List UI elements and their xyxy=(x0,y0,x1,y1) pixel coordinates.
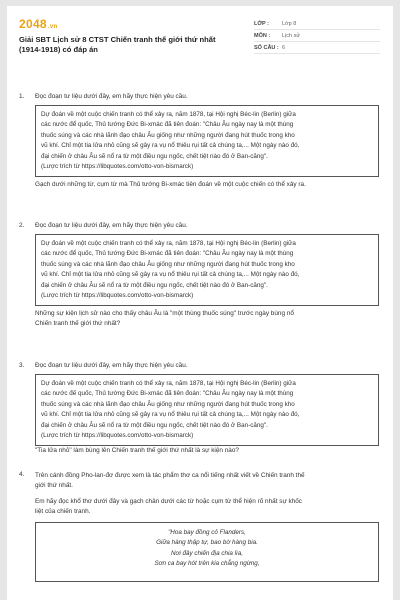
meta-row-subject xyxy=(254,30,380,42)
meta-label: SỐ CÂU : xyxy=(254,44,279,51)
meta-row-grade xyxy=(254,18,380,30)
source-quote-box: Dự đoán về một cuộc chiến tranh có thể xảy ra, năm 1878, tại Hội nghị Béc-lin (Berlin) giữa các nước đế quốc, Thủ tướng Đức Bi-xmác đã tiên đoán: "Châu Âu ngày nay là một thùng thuốc súng và các nhà lãnh đạo châu Âu giống như những người đang hút thuốc trong kho vũ khí. Chỉ một tia lửa nhỏ cũng sẽ gây ra vụ nổ thiêu rụi tất cả chúng ta,... Một ngày nào đó, đại chiến ở châu Âu sẽ nổ ra từ một điều ngu ngốc, chết tiệt nào đó ở Ban-căng". (Lược trích từ https://libquotes.com/otto-von-bismarck) xyxy=(35,374,379,446)
question-task: Những sự kiện lịch sử nào cho thấy châu Âu là "một thùng thuốc súng" trước ngày bùng nổ Chiến tranh thế giới thứ nhất? xyxy=(35,310,294,328)
meta-value: Lịch sử xyxy=(282,32,301,39)
source-quote-box: Dự đoán về một cuộc chiến tranh có thể xảy ra, năm 1878, tại Hội nghị Béc-lin (Berlin) giữa các nước để quốc, Thủ tướng Đức Bi-xmác đã tiên đoán: "Châu Âu ngày nay là một thùng thuốc súng và các nhà lãnh đạo châu Âu giống như những người đang hút thuốc trong kho vũ khí. Chỉ một tia lửa nhỏ cũng sẽ gây ra vụ nổ thiêu rụi tất cả chúng ta,... Một ngày nào đó, đại chiến ở châu Âu sẽ nổ ra từ một điều ngu ngốc, chết tiệt nào đó ở Ban-căng". (Lược trích từ https://libquotes.com/otto-von-bismarck) xyxy=(35,234,379,306)
meta-value: 6 xyxy=(282,44,286,51)
document-meta-table xyxy=(254,18,380,54)
page-header xyxy=(7,6,393,60)
question-prompt: Đọc đoạn tư liệu dưới đây, em hãy thực hiện yêu cầu. xyxy=(35,93,188,100)
site-logo[interactable]: 2048.vn xyxy=(19,17,58,31)
question-prompt: Đọc đoạn tư liệu dưới đây, em hãy thực hiện yêu cầu. xyxy=(35,222,188,229)
meta-row-question-count xyxy=(254,42,380,54)
question-number: 3. xyxy=(19,362,25,369)
document-title: Giải SBT Lịch sử 8 CTST Chiến tranh thế giới thứ nhất (1914-1918) có đáp án xyxy=(19,35,216,54)
question-prompt: Trên cánh đồng Pho-lan-đơ được xem là tác phẩm thơ ca nổi tiếng nhất viết về Chiến tranh thế giới thứ nhất. xyxy=(35,472,305,490)
document-page xyxy=(7,6,393,600)
question-number: 2. xyxy=(19,222,25,229)
source-quote-box: Dự đoán về một cuộc chiến tranh có thể xảy ra, năm 1878, tại Hội nghị Béc-lin (Berlin) giữa các nước để quốc, Thủ tướng Đức Bi-xmác đã tiên đoán: "Châu Âu ngày nay là một thùng thuốc súng và các nhà lãnh đạo châu Âu giống như những người đang hút thuốc trong kho vũ khí. Chỉ một tia lửa nhỏ cũng sẽ gây ra vụ nổ thiêu rụi tất cả chúng ta,... Một ngày nào đó, đại chiến ở châu Âu sẽ nổ ra từ một điều ngu ngốc, chết tiệt nào đó ở Ban-căng". (Lược trích từ https://libquotes.com/otto-von-bismarck) xyxy=(35,105,379,177)
meta-label: LỚP : xyxy=(254,20,269,27)
meta-label: MÔN : xyxy=(254,32,271,39)
poem-box: "Hoa bay đồng cỏ Flanders, Giữa hàng thập tự, bao bờ hàng bia. Nơi đây chiến địa chia lìa, Sơn ca bay hót trên kia chẳng ngừng, xyxy=(35,522,379,582)
question-task: Em hãy đọc khổ thơ dưới đây và gạch chân dưới các từ hoặc cụm từ thể hiện rõ nhất sự khốc liệt của chiến tranh. xyxy=(35,498,302,516)
meta-value: Lớp 8 xyxy=(282,20,297,27)
question-prompt: Đọc đoạn tư liệu dưới đây, em hãy thực hiện yêu cầu. xyxy=(35,362,188,369)
question-number: 4. xyxy=(19,471,25,478)
question-task: "Tia lửa nhỏ" làm bùng lên Chiến tranh thế giới thứ nhất là sự kiện nào? xyxy=(35,447,239,454)
question-task: Gạch dưới những từ, cụm từ mà Thủ tướng Bi-xmác tiên đoán về một cuộc chiến có thể xảy ra. xyxy=(35,181,306,188)
question-number: 1. xyxy=(19,93,25,100)
